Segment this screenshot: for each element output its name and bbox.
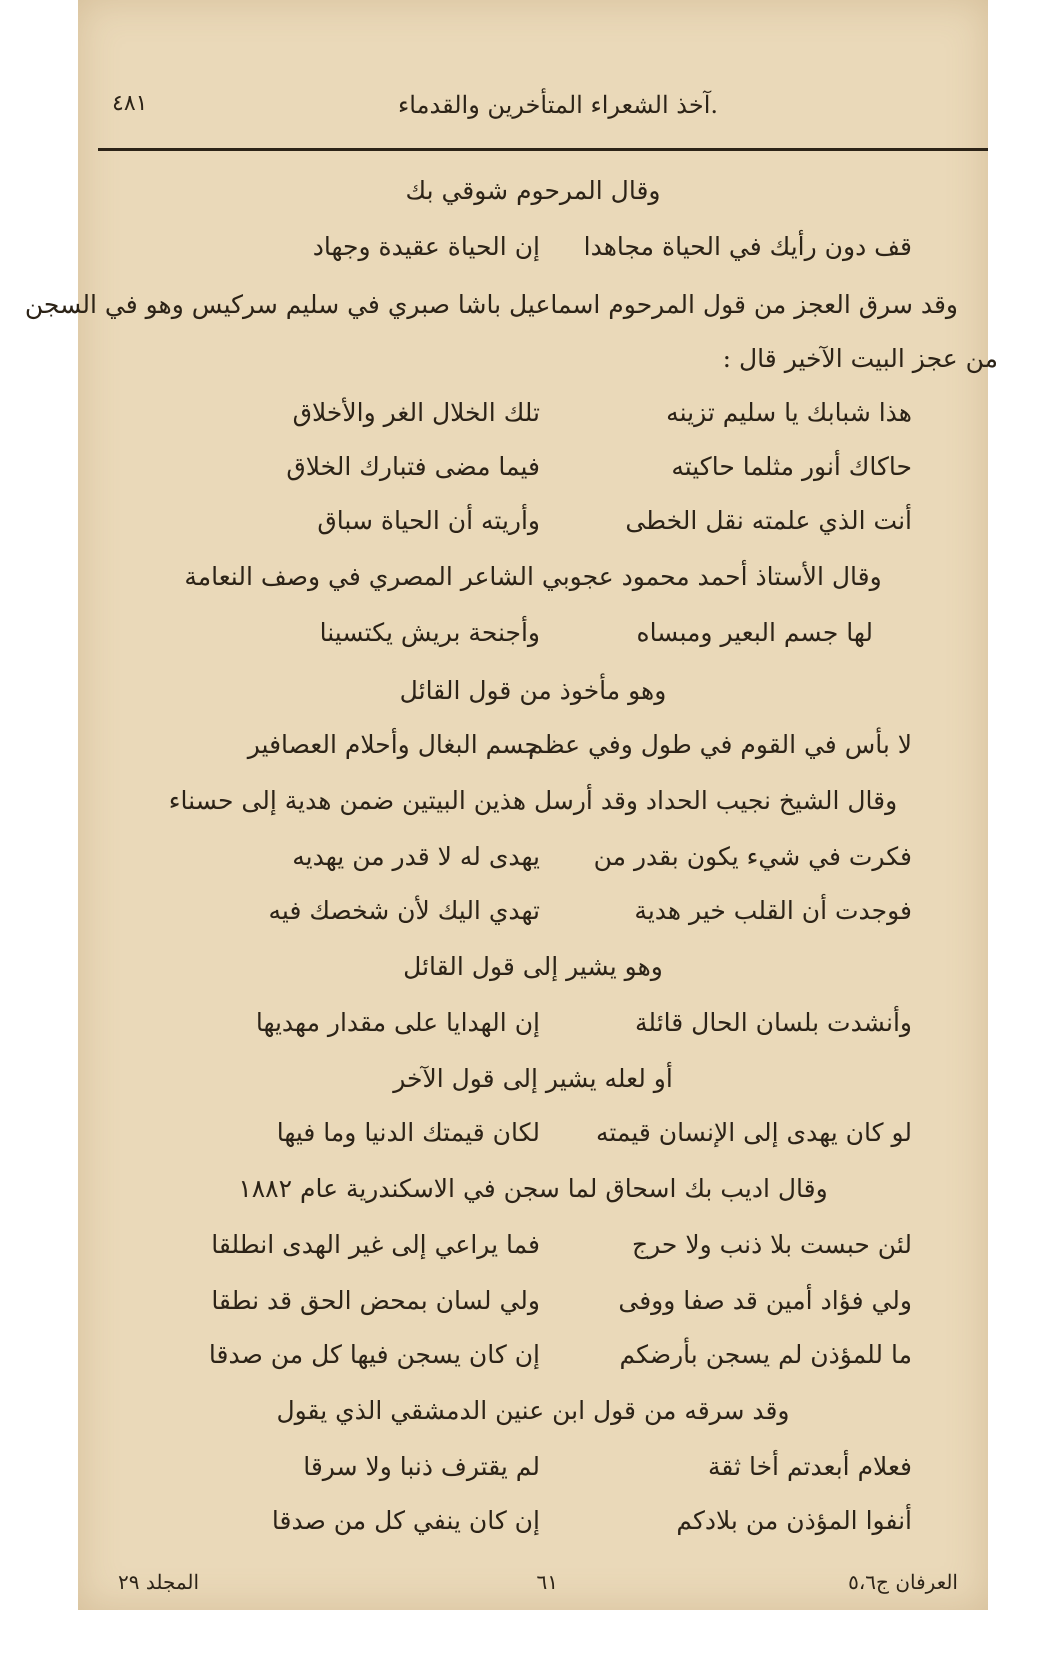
- verse-first-hemistich: لا بأس في القوم في طول وفي عظم: [527, 730, 912, 759]
- verse-first-hemistich: ولي فؤاد أمين قد صفا ووفى: [618, 1286, 912, 1315]
- intro-line: وقال الشيخ نجيب الحداد وقد أرسل هذين البيتين ضمن هدية إلى حسناء: [168, 786, 898, 815]
- verse-first-hemistich: لئن حبست بلا ذنب ولا حرج: [631, 1230, 912, 1259]
- verse-first-hemistich: وأنشدت بلسان الحال قائلة: [635, 1008, 912, 1037]
- verse-second-hemistich: إن كان يسجن فيها كل من صدقا: [208, 1340, 540, 1369]
- verse-second-hemistich: وأريته أن الحياة سباق: [317, 506, 540, 535]
- footer-page-number: ٦١: [536, 1570, 558, 1594]
- verse-second-hemistich: ولي لسان بمحض الحق قد نطقا: [211, 1286, 540, 1315]
- verse-second-hemistich: تهدي اليك لأن شخصك فيه: [268, 896, 540, 925]
- intro-line: أو لعله يشير إلى قول الآخر: [393, 1064, 673, 1093]
- verse-second-hemistich: لكان قيمتك الدنيا وما فيها: [276, 1118, 540, 1147]
- verse-second-hemistich: إن الهدايا على مقدار مهديها: [255, 1008, 540, 1037]
- verse-first-hemistich: ما للمؤذن لم يسجن بأرضكم: [619, 1340, 912, 1369]
- verse-first-hemistich: فوجدت أن القلب خير هدية: [634, 896, 912, 925]
- intro-line: وقد سرقه من قول ابن عنين الدمشقي الذي يقول: [276, 1396, 790, 1425]
- intro-line: وقال اديب بك اسحاق لما سجن في الاسكندرية عام ١٨٨٢: [238, 1174, 828, 1203]
- verse-first-hemistich: أنفوا المؤذن من بلادكم: [676, 1506, 912, 1535]
- header-rule: [98, 148, 988, 151]
- intro-line: وهو يشير إلى قول القائل: [403, 952, 663, 981]
- verse-first-hemistich: لو كان يهدى إلى الإنسان قيمته: [595, 1118, 912, 1147]
- verse-second-hemistich: فما يراعي إلى غير الهدى انطلقا: [211, 1230, 540, 1259]
- verse-second-hemistich: جسم البغال وأحلام العصافير: [247, 730, 540, 759]
- verse-second-hemistich: لم يقترف ذنبا ولا سرقا: [303, 1452, 540, 1481]
- verse-second-hemistich: يهدى له لا قدر من يهديه: [292, 842, 540, 871]
- volume-label: المجلد ٢٩: [118, 1570, 200, 1594]
- verse-first-hemistich: أنت الذي علمته نقل الخطى: [625, 506, 912, 535]
- prose-line: من عجز البيت الآخير قال :: [722, 344, 998, 373]
- verse-first-hemistich: قف دون رأيك في الحياة مجاهدا: [583, 232, 912, 261]
- verse-first-hemistich: حاكاك أنور مثلما حاكيته: [671, 452, 912, 481]
- intro-line: وقال المرحوم شوقي بك: [405, 176, 661, 205]
- prose-line: وقد سرق العجز من قول المرحوم اسماعيل باشا صبري في سليم سركيس وهو في السجن: [24, 290, 958, 319]
- intro-line: وهو مأخوذ من قول القائل: [399, 676, 667, 705]
- verse-second-hemistich: تلك الخلال الغر والأخلاق: [292, 398, 540, 427]
- document-page: [24, 0, 998, 1610]
- verse-first-hemistich: لها جسم البعير ومبساه: [636, 618, 873, 647]
- intro-line: وقال الأستاذ أحمد محمود عجوبي الشاعر المصري في وصف النعامة: [184, 562, 882, 591]
- verse-second-hemistich: إن كان ينفي كل من صدقا: [271, 1506, 540, 1535]
- verse-second-hemistich: فيما مضى فتبارك الخلاق: [286, 452, 540, 481]
- verse-first-hemistich: فكرت في شيء يكون بقدر من: [593, 842, 912, 871]
- verse-first-hemistich: فعلام أبعدتم أخا ثقة: [708, 1452, 912, 1481]
- running-title: .آخذ الشعراء المتأخرين والقدماء: [398, 91, 718, 119]
- verse-second-hemistich: إن الحياة عقيدة وجهاد: [312, 232, 540, 261]
- page-footer: [78, 1570, 988, 1600]
- journal-issue: العرفان ج٥،٦: [848, 1570, 958, 1594]
- verse-first-hemistich: هذا شبابك يا سليم تزينه: [666, 398, 912, 427]
- page-header: [78, 85, 988, 125]
- verse-second-hemistich: وأجنحة بريش يكتسينا: [319, 618, 540, 647]
- page-number: ٤٨١: [112, 91, 148, 116]
